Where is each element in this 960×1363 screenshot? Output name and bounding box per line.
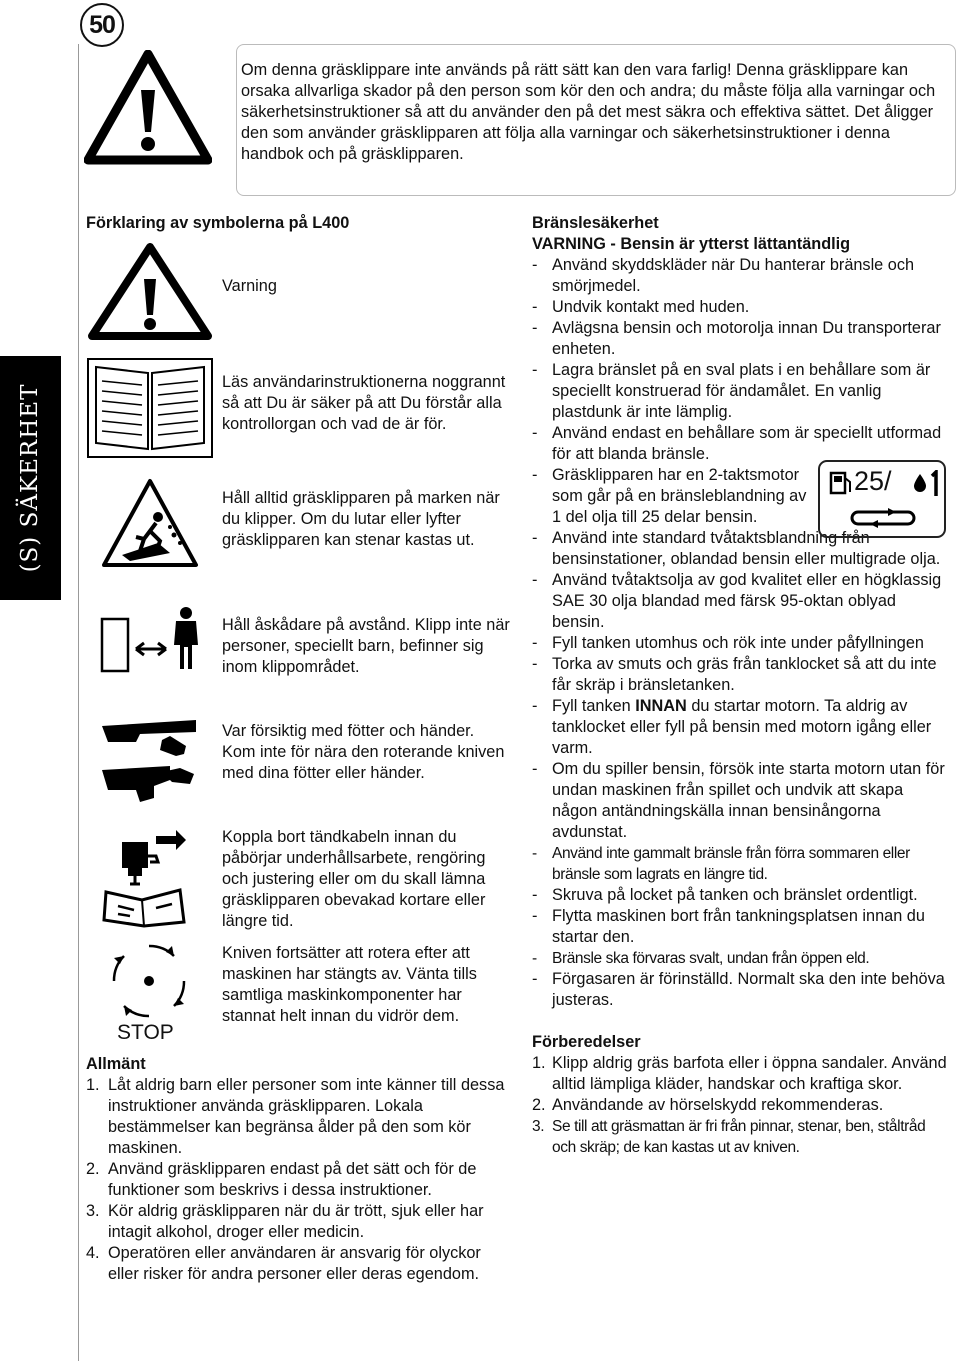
list-item: 1. Klipp aldrig gräs barfota eller i öppna sandaler. Använd alltid lämpliga kläder, handskar och kraftiga skor. <box>532 1054 947 1093</box>
list-item: - Bränsle ska förvaras svalt, undan från öppen eld. <box>532 950 870 967</box>
list-item: 4. Operatören eller användaren är ansvarig för olyckor eller risker för andra personer eller deras egendom. <box>86 1244 481 1283</box>
prep-heading: Förberedelser <box>532 1033 641 1051</box>
thrown-object-icon <box>100 477 200 569</box>
list-item: - Lagra bränslet på en sval plats i en behållare som är speciellt konstruerad för ändamålet. En vanlig plastdunk är inte lämplig. <box>532 361 931 421</box>
symbol-text-warning: Varning <box>222 277 277 295</box>
list-item: - Avlägsna bensin och motorolja innan Du transporterar enheten. <box>532 319 941 358</box>
list-item: 2. Använd gräsklipparen endast på det sätt och för de funktioner som beskrivs i dessa instruktioner. <box>86 1160 477 1199</box>
mix-arrows-icon <box>848 506 918 530</box>
margin-rule <box>78 44 79 1361</box>
list-item: - Använd skyddskläder när Du hanterar bränsle och smörjmedel. <box>532 256 915 295</box>
fuel-safety-section <box>532 213 950 1158</box>
warning-triangle-icon <box>84 50 212 165</box>
symbol-text-spark-plug: Koppla bort tändkabeln innan du påbörjar underhållsarbete, rengöring och justering eller om du skall lämna gräsklipparen obevakad kortare eller längre tid. <box>222 828 486 930</box>
oil-drop-icon <box>912 470 942 498</box>
general-heading: Allmänt <box>86 1055 146 1073</box>
list-item: - Förgasaren är förinställd. Normalt ska den inte behöva justeras. <box>532 970 945 1009</box>
list-item: 2. Användande av hörselskydd rekommenderas. <box>532 1096 884 1114</box>
keep-distance-icon <box>100 605 210 673</box>
general-section <box>86 1054 514 1285</box>
spark-plug-icon <box>100 826 190 928</box>
fuel-subheading: VARNING - Bensin är ytterst lättantändlig <box>532 235 851 253</box>
list-item: - Flytta maskinen bort från tankningsplatsen innan du startar den. <box>532 907 925 946</box>
manual-book-icon <box>86 357 214 459</box>
page-number: 50 <box>80 3 124 47</box>
symbol-text-feet-hands: Var försiktig med fötter och händer. Kom inte för nära den roterande kniven med dina fötter eller händer. <box>222 722 505 782</box>
stop-label: STOP <box>117 1021 174 1044</box>
symbol-text-manual: Läs användarinstruktionerna noggrannt så att Du är säker på att Du förstår alla kontrollorgan och vad de är för. <box>222 373 506 433</box>
list-item: - Använd inte gammalt bränsle från förra sommaren eller bränsle som lagrats en längre tid. <box>532 845 910 883</box>
section-side-tab-label: (S) SÄKERHET <box>17 383 43 573</box>
fuel-ratio-label: 25/ <box>854 466 892 496</box>
list-item: - Använd tvåtaktsolja av god kvalitet eller en högklassig SAE 30 olja blandad med färsk 95-oktan oblyad bensin. <box>532 571 942 631</box>
symbols-heading: Förklaring av symbolerna på L400 <box>86 214 350 232</box>
list-item: - Torka av smuts och gräs från tanklocket så att du inte får skräp i bränsletanken. <box>532 655 937 694</box>
list-item: 1. Låt aldrig barn eller personer som inte känner till dessa instruktioner använda gräsklipparen. Lokala bestämmelser kan begränsa ålder på den som kör maskinen. <box>86 1076 505 1157</box>
list-item: - Skruva på locket på tanken och bränslet ordentligt. <box>532 886 918 904</box>
rotating-blade-stop-icon <box>108 940 190 1022</box>
symbol-text-distance: Håll åskådare på avstånd. Klipp inte när personer, speciellt barn, befinner sig inom klippområdet. <box>222 616 510 676</box>
feet-hands-icon <box>100 712 200 804</box>
list-item: - Gräsklipparen har en 2-taktsmotor som går på en bränsleblandning av 1 del olja till 25 delar bensin. <box>532 466 807 526</box>
list-item: - Undvik kontakt med huden. <box>532 298 750 316</box>
symbol-text-thrown: Håll alltid gräsklipparen på marken när du klipper. Om du lutar eller lyfter gräsklipparen kan stenar kastas ut. <box>222 489 500 549</box>
fuel-heading: Bränslesäkerhet <box>532 214 659 232</box>
section-side-tab <box>0 356 61 600</box>
intro-warning-text: Om denna gräsklippare inte används på rätt sätt kan den vara farlig! Denna gräsklippare kan orsaka allvarliga skador på den person som kör den och andra; du måste följa alla varningar och säkerhetsinstruktioner så att du använder den på det mest säkra och effektiva sättet. Det åligger den som använder gräsklipparen att följa alla varningar och säkerhetsinstruktioner i denna handbok och på gräsklipparen. <box>241 61 936 163</box>
symbol-text-blade: Kniven fortsätter att rotera efter att maskinen har stängts av. Vänta tills samtliga maskinkomponenter har stannat helt innan du vidrör dem. <box>222 944 477 1025</box>
list-item: - Fyll tanken INNAN du startar motorn. Ta aldrig av tanklocket eller fyll på bensin med motorn igång eller varm. <box>532 697 932 757</box>
fuel-pump-icon <box>828 470 854 496</box>
list-item: - Om du spiller bensin, försök inte starta motorn utan för undan maskinen från spillet och undvik att skapa någon antändningskälla innan bensinångorna avdunstat. <box>532 760 945 841</box>
warning-triangle-icon <box>86 243 214 341</box>
list-item: - Fyll tanken utomhus och rök inte under påfyllningen <box>532 634 924 652</box>
list-item: - Använd inte standard tvåtaktsblandning från bensinstationer, oblandad bensin eller multigrade olja. <box>532 529 941 568</box>
list-item: 3. Se till att gräsmattan är fri från pinnar, stenar, ben, ståltråd och skräp; de kan kastas ut av kniven. <box>532 1118 926 1156</box>
fuel-mix-badge <box>818 460 946 538</box>
list-item: 3. Kör aldrig gräsklipparen när du är trött, sjuk eller har intagit alkohol, droger eller medicin. <box>86 1202 484 1241</box>
list-item: - Använd endast en behållare som är speciellt utformad för att blanda bränsle. <box>532 424 942 463</box>
